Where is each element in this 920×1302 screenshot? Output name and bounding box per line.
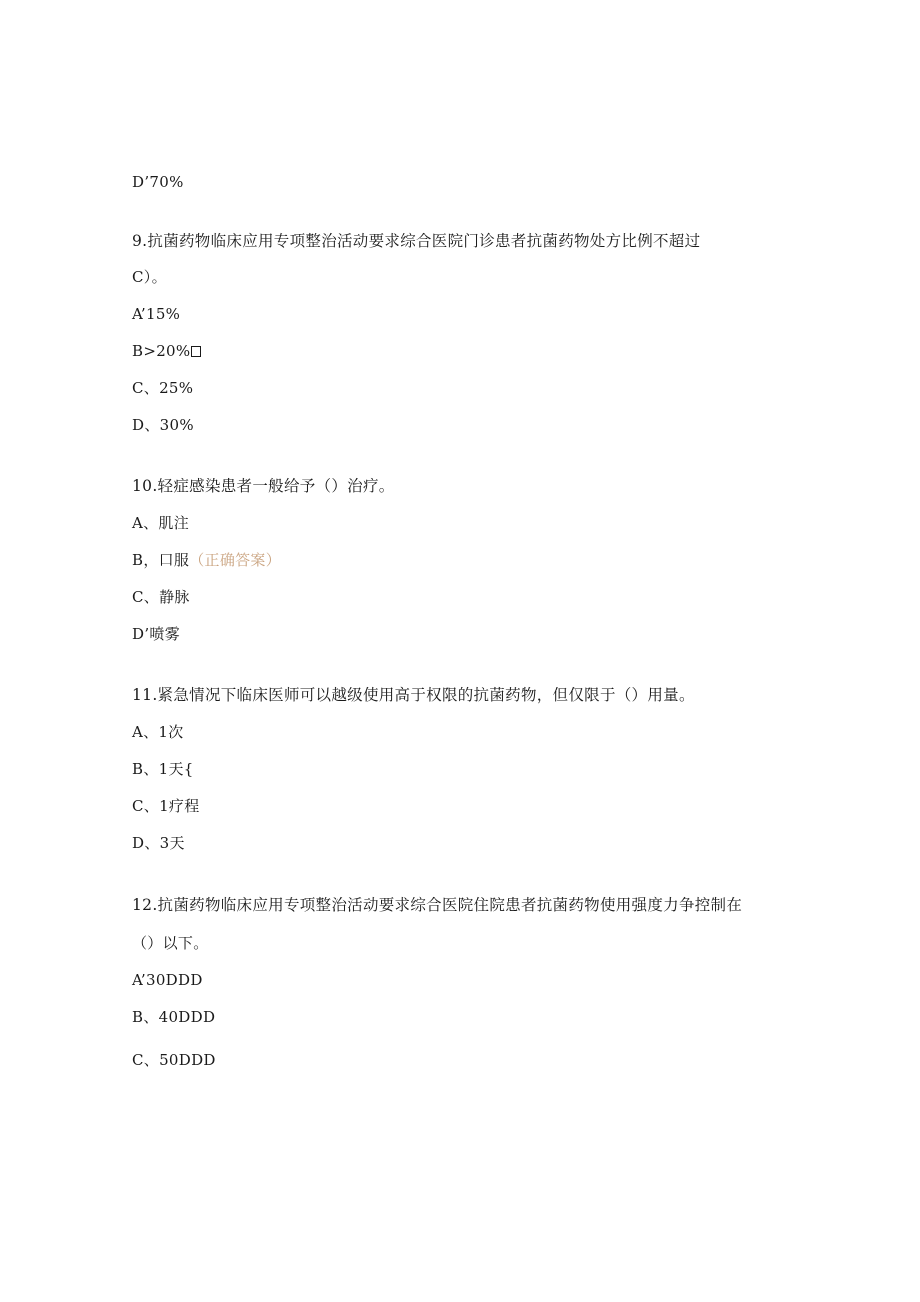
q9-option-b [132, 341, 201, 361]
q10-option-b-text: B，口服 [132, 551, 190, 569]
q12-stem-line-1: 12.抗菌药物临床应用专项整治活动要求综合医院住院患者抗菌药物使用强度力争控制在 [132, 896, 743, 914]
q10-option-d: D’喷雾 [132, 625, 180, 643]
q11-stem: 11.紧急情况下临床医师可以越级使用高于权限的抗菌药物，但仅限于（）用量。 [132, 686, 695, 704]
q9-stem-line-2: C）。 [132, 268, 167, 286]
q12-option-a: A’30DDD [132, 971, 203, 989]
q12-option-c: C、50DDD [132, 1051, 216, 1069]
q11-option-b: B、1天{ [132, 760, 194, 778]
q10-stem: 10.轻症感染患者一般给予（）治疗。 [132, 477, 395, 495]
q11-option-c: C、1疗程 [132, 797, 200, 815]
q8-option-d: D’70% [132, 173, 184, 191]
q11-option-d: D、3天 [132, 834, 185, 852]
q12-option-b: B、40DDD [132, 1008, 216, 1026]
q9-option-b-text: B>20% [132, 342, 191, 360]
q9-option-c: C、25% [132, 379, 194, 397]
q10-option-b [132, 550, 281, 570]
q12-stem-line-2: （）以下。 [132, 934, 209, 952]
q11-option-a: A、1次 [132, 723, 184, 741]
q10-option-a: A、肌注 [132, 514, 190, 532]
correct-answer-mark: （正确答案） [189, 551, 282, 569]
q9-option-a: A’15% [132, 305, 181, 323]
q9-stem-line-1: 9.抗菌药物临床应用专项整治活动要求综合医院门诊患者抗菌药物处方比例不超过 [132, 232, 701, 250]
q9-option-d: D、30% [132, 416, 194, 434]
q10-option-c: C、静脉 [132, 588, 190, 606]
checkbox-icon [191, 346, 201, 357]
